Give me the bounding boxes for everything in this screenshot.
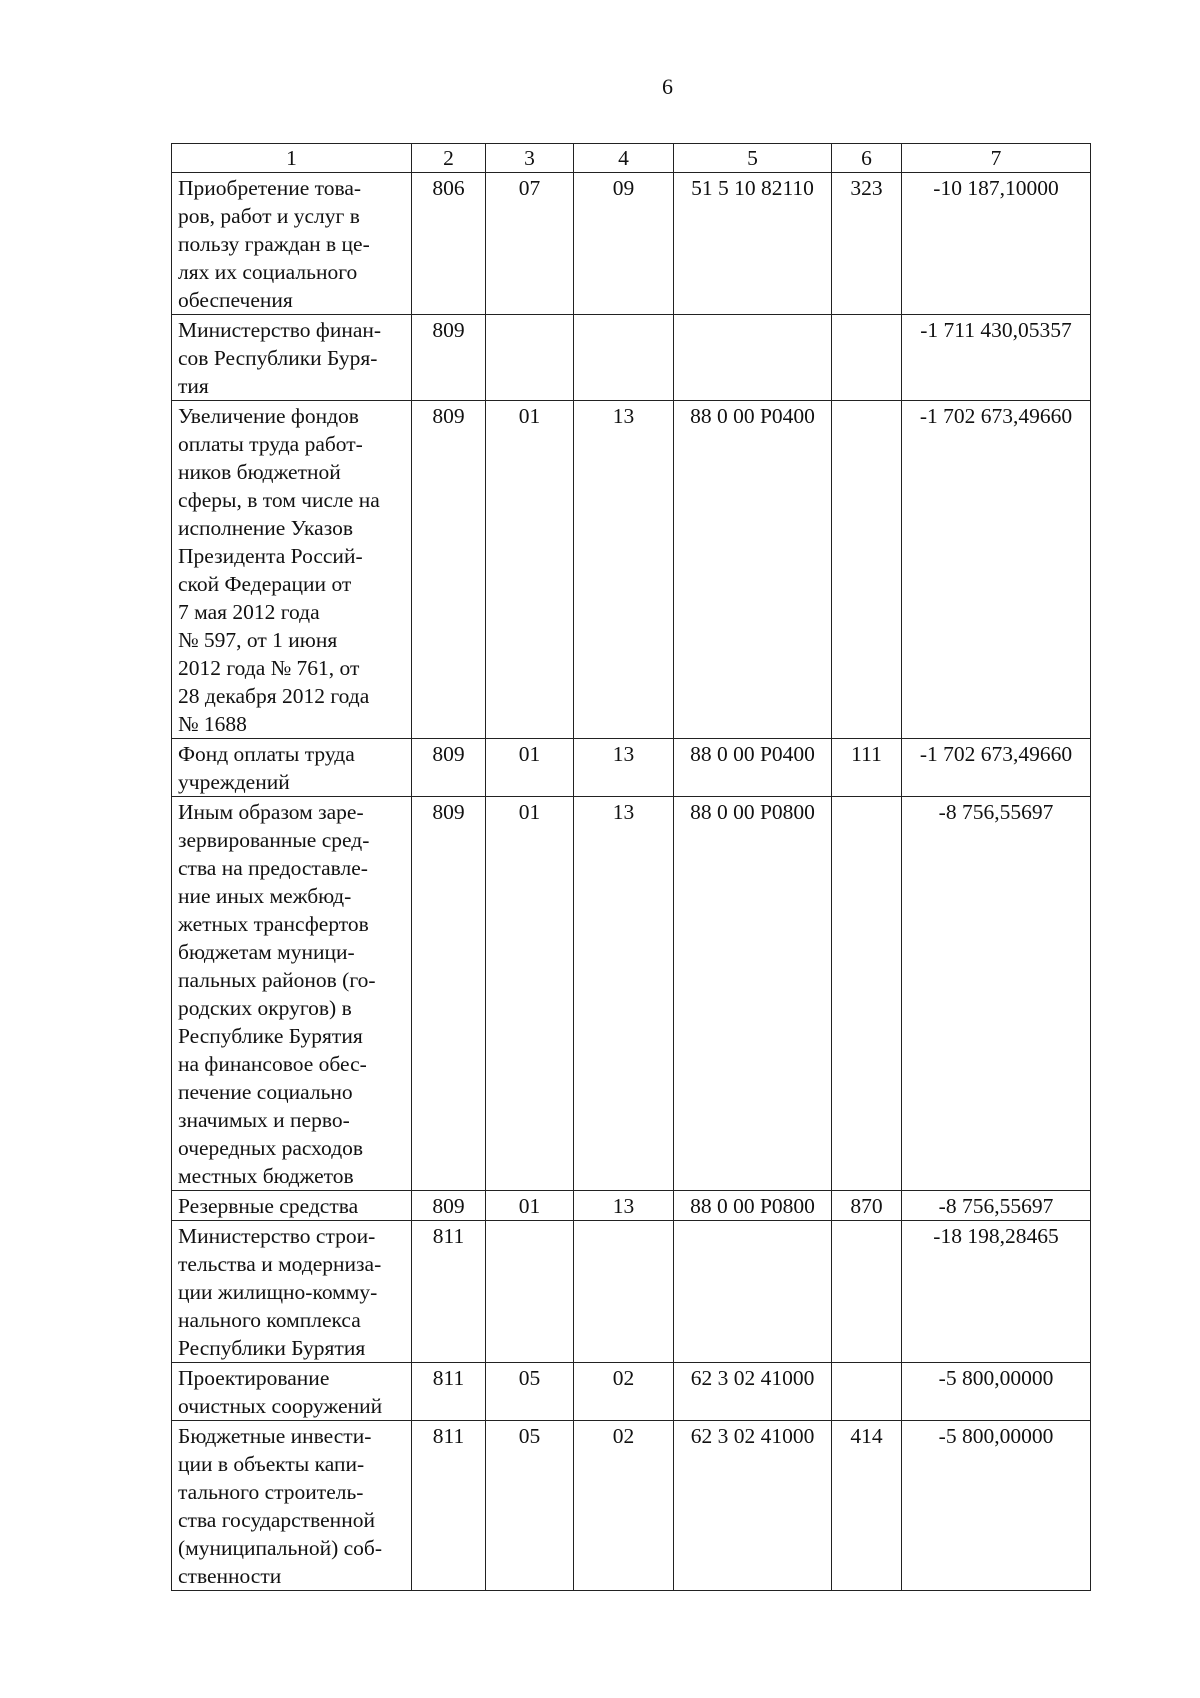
row-section-code — [486, 315, 574, 401]
header-col-6: 6 — [832, 144, 902, 173]
row-chapter-code: 809 — [412, 797, 486, 1191]
row-name-line: пользу граждан в це- — [178, 232, 370, 256]
row-chapter-code: 811 — [412, 1363, 486, 1421]
row-section-code: 01 — [486, 1191, 574, 1221]
row-name-line: ров, работ и услуг в — [178, 204, 360, 228]
row-chapter-code: 809 — [412, 401, 486, 739]
row-name-line: зервированные сред- — [178, 828, 370, 852]
row-name-line: очистных сооружений — [178, 1394, 383, 1418]
row-name-line: ников бюджетной — [178, 460, 341, 484]
row-name-line: ственности — [178, 1564, 282, 1588]
row-target-article-code: 88 0 00 Р0400 — [674, 401, 832, 739]
row-expense-type-code — [832, 1221, 902, 1363]
row-section-code: 05 — [486, 1421, 574, 1591]
row-name-line: пальных районов (го- — [178, 968, 376, 992]
row-name-line: Увеличение фондов — [178, 404, 359, 428]
row-amount: -1 702 673,49660 — [902, 401, 1091, 739]
header-col-3: 3 — [486, 144, 574, 173]
row-section-code: 05 — [486, 1363, 574, 1421]
row-name-line: Приобретение това- — [178, 176, 362, 200]
row-name-line: Проектирование — [178, 1366, 330, 1390]
row-name-line: Министерство строи- — [178, 1224, 376, 1248]
row-amount: -1 702 673,49660 — [902, 739, 1091, 797]
row-section-code — [486, 1221, 574, 1363]
row-subsection-code: 13 — [574, 401, 674, 739]
row-section-code: 01 — [486, 401, 574, 739]
row-name-line: тия — [178, 374, 209, 398]
row-chapter-code: 809 — [412, 739, 486, 797]
row-target-article-code: 88 0 00 Р0800 — [674, 1191, 832, 1221]
table-row — [172, 1363, 1091, 1421]
table-row — [172, 739, 1091, 797]
row-name-line: Иным образом заре- — [178, 800, 364, 824]
row-target-article-code: 51 5 10 82110 — [674, 173, 832, 315]
row-name-line: ства на предоставле- — [178, 856, 368, 880]
header-col-5: 5 — [674, 144, 832, 173]
table-row — [172, 1221, 1091, 1363]
row-section-code: 01 — [486, 797, 574, 1191]
header-col-2: 2 — [412, 144, 486, 173]
budget-table — [171, 143, 1091, 1591]
row-name — [172, 739, 412, 797]
row-name-line: Бюджетные инвести- — [178, 1424, 372, 1448]
header-col-4: 4 — [574, 144, 674, 173]
table-row — [172, 173, 1091, 315]
row-expense-type-code: 323 — [832, 173, 902, 315]
row-expense-type-code — [832, 401, 902, 739]
row-target-article-code — [674, 315, 832, 401]
row-name-line: очередных расходов — [178, 1136, 364, 1160]
row-name — [172, 173, 412, 315]
row-target-article-code: 88 0 00 Р0800 — [674, 797, 832, 1191]
row-name-line: ции в объекты капи- — [178, 1452, 365, 1476]
row-name-line: нального комплекса — [178, 1308, 361, 1332]
row-name — [172, 1421, 412, 1591]
row-expense-type-code — [832, 1363, 902, 1421]
row-subsection-code — [574, 315, 674, 401]
row-chapter-code: 809 — [412, 315, 486, 401]
row-subsection-code: 02 — [574, 1363, 674, 1421]
row-name-line: бюджетам муници- — [178, 940, 355, 964]
row-name-line: ской Федерации от — [178, 572, 352, 596]
row-name-line: Республике Бурятия — [178, 1024, 363, 1048]
row-name-line: 28 декабря 2012 года — [178, 684, 370, 708]
row-expense-type-code: 414 — [832, 1421, 902, 1591]
row-chapter-code: 811 — [412, 1221, 486, 1363]
row-amount: -1 711 430,05357 — [902, 315, 1091, 401]
row-expense-type-code — [832, 797, 902, 1191]
header-row — [172, 144, 1091, 173]
row-name-line: оплаты труда работ- — [178, 432, 363, 456]
row-target-article-code — [674, 1221, 832, 1363]
row-name-line: Фонд оплаты труда — [178, 742, 355, 766]
row-amount: -5 800,00000 — [902, 1421, 1091, 1591]
row-expense-type-code — [832, 315, 902, 401]
row-name-line: значимых и перво- — [178, 1108, 350, 1132]
row-subsection-code: 09 — [574, 173, 674, 315]
row-target-article-code: 62 3 02 41000 — [674, 1421, 832, 1591]
row-subsection-code: 13 — [574, 1191, 674, 1221]
row-name-line: Резервные средства — [178, 1194, 359, 1218]
row-name-line: исполнение Указов — [178, 516, 353, 540]
table-row — [172, 797, 1091, 1191]
row-name-line: 7 мая 2012 года — [178, 600, 320, 624]
row-name-line: ции жилищно-комму- — [178, 1280, 378, 1304]
header-col-7: 7 — [902, 144, 1091, 173]
row-name-line: сферы, в том числе на — [178, 488, 380, 512]
row-name — [172, 797, 412, 1191]
row-name — [172, 1363, 412, 1421]
row-name — [172, 1221, 412, 1363]
table-row — [172, 1421, 1091, 1591]
row-amount: -5 800,00000 — [902, 1363, 1091, 1421]
row-name-line: (муниципальной) соб- — [178, 1536, 382, 1560]
row-section-code: 07 — [486, 173, 574, 315]
row-name-line: родских округов) в — [178, 996, 352, 1020]
row-name-line: ства государственной — [178, 1508, 375, 1532]
row-name-line: печение социально — [178, 1080, 353, 1104]
row-name-line: № 597, от 1 июня — [178, 628, 338, 652]
row-name — [172, 315, 412, 401]
page-number: 6 — [662, 74, 673, 99]
row-name-line: учреждений — [178, 770, 290, 794]
row-name-line: местных бюджетов — [178, 1164, 354, 1188]
row-name-line: 2012 года № 761, от — [178, 656, 360, 680]
row-subsection-code: 13 — [574, 797, 674, 1191]
row-subsection-code — [574, 1221, 674, 1363]
row-target-article-code: 62 3 02 41000 — [674, 1363, 832, 1421]
row-name-line: Республики Бурятия — [178, 1336, 366, 1360]
table-row — [172, 401, 1091, 739]
table-row — [172, 315, 1091, 401]
row-section-code: 01 — [486, 739, 574, 797]
header-col-1: 1 — [172, 144, 412, 173]
row-amount: -18 198,28465 — [902, 1221, 1091, 1363]
row-name-line: Министерство финан- — [178, 318, 382, 342]
row-subsection-code: 02 — [574, 1421, 674, 1591]
row-name-line: тельства и модерниза- — [178, 1252, 382, 1276]
row-amount: -10 187,10000 — [902, 173, 1091, 315]
row-chapter-code: 806 — [412, 173, 486, 315]
row-name — [172, 401, 412, 739]
row-name-line: на финансовое обес- — [178, 1052, 367, 1076]
row-name-line: сов Республики Буря- — [178, 346, 378, 370]
table-row — [172, 1191, 1091, 1221]
row-name-line: обеспечения — [178, 288, 293, 312]
row-expense-type-code: 870 — [832, 1191, 902, 1221]
row-name-line: тального строитель- — [178, 1480, 364, 1504]
row-subsection-code: 13 — [574, 739, 674, 797]
row-name-line: лях их социального — [178, 260, 358, 284]
row-name-line: Президента Россий- — [178, 544, 363, 568]
row-target-article-code: 88 0 00 Р0400 — [674, 739, 832, 797]
row-name — [172, 1191, 412, 1221]
row-chapter-code: 811 — [412, 1421, 486, 1591]
row-name-line: № 1688 — [178, 712, 247, 736]
row-amount: -8 756,55697 — [902, 1191, 1091, 1221]
row-name-line: ние иных межбюд- — [178, 884, 352, 908]
row-chapter-code: 809 — [412, 1191, 486, 1221]
row-expense-type-code: 111 — [832, 739, 902, 797]
row-amount: -8 756,55697 — [902, 797, 1091, 1191]
row-name-line: жетных трансфертов — [178, 912, 369, 936]
